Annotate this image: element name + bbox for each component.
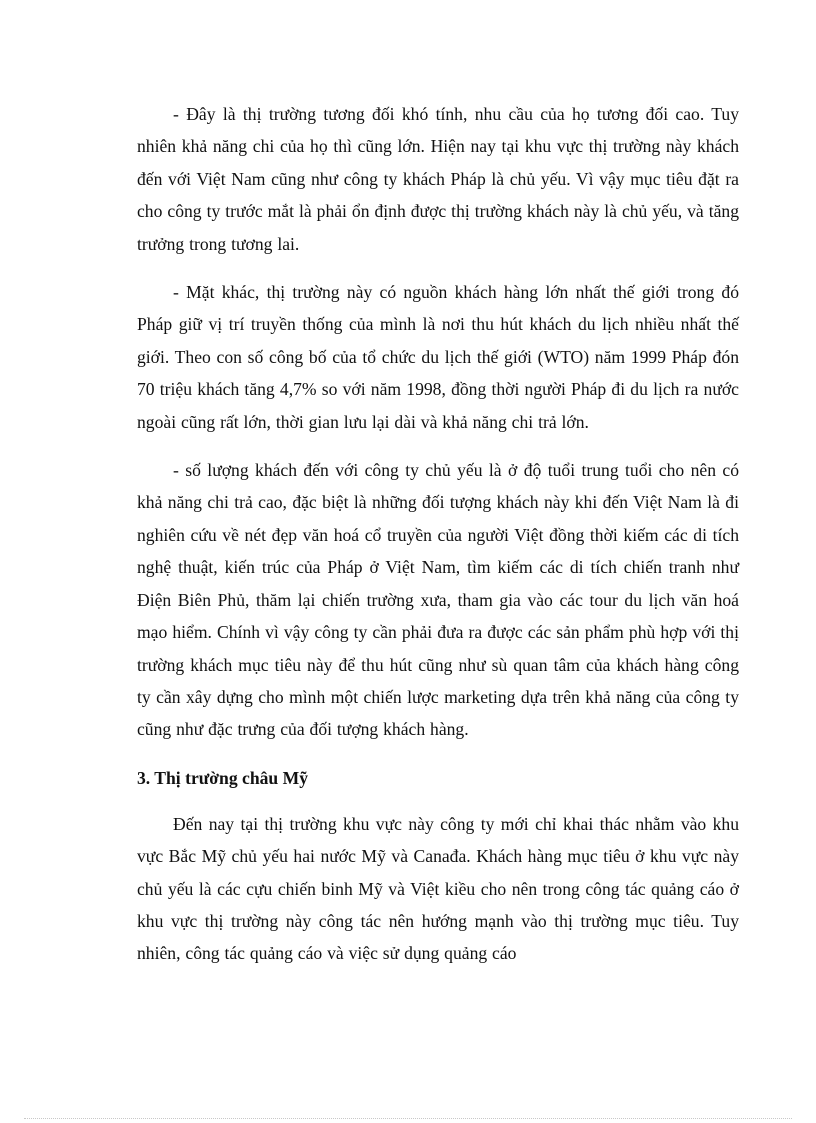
section-heading: 3. Thị trường châu Mỹ (137, 767, 309, 788)
paragraph-market-difficult: - Đây là thị trường tương đối khó tính, nhu cầu của họ tương đối cao. Tuy nhiên khả năng chi của họ thì cũng lớn. Hiện nay tại khu vực thị trường này khách đến với Việt Nam cũng như công ty khách Pháp là chủ yếu. Vì vậy mục tiêu đặt ra cho công ty trước mắt là phải ổn định được thị trường khách này là chủ yếu, và tăng trưởng trong tương lai. (137, 104, 739, 254)
paragraph-americas-market: Đến nay tại thị trường khu vực này công ty mới chỉ khai thác nhằm vào khu vực Bắc Mỹ chủ yếu hai nước Mỹ và Canađa. Khách hàng mục tiêu ở khu vực này chủ yếu là các cựu chiến binh Mỹ và Việt kiều cho nên trong công tác quảng cáo ở khu vực thị trường này công tác nên hướng mạnh vào thị trường mục tiêu. Tuy nhiên, công tác quảng cáo và việc sử dụng quảng cáo (137, 813, 739, 964)
paragraph-customer-age: - số lượng khách đến với công ty chủ yếu là ở độ tuổi trung tuổi cho nên có khả năng chi trả cao, đặc biệt là những đối tượng khách này khi đến Việt Nam là đi nghiên cứu về nét đẹp văn hoá cổ truyền của người Việt đồng thời kiếm các di tích nghệ thuật, kiến trúc của Pháp ở Việt Nam, tìm kiếm các di tích chiến tranh như Điện Biên Phủ, thăm lại chiến trường xưa, tham gia vào các tour du lịch văn hoá mạo hiểm. Chính vì vậy công ty cần phải đưa ra được các sản phẩm phù hợp với thị trường khách mục tiêu này để thu hút cũng như sù quan tâm của khách hàng công ty cần xây dựng cho mình một chiến lược marketing dựa trên khả năng của công ty cũng như đặc trưng của đối tượng khách hàng. (137, 460, 739, 740)
document-body (137, 98, 739, 986)
page-bottom-divider (24, 1118, 792, 1119)
paragraph-market-largest: - Mặt khác, thị trường này có nguồn khách hàng lớn nhất thế giới trong đó Pháp giữ vị trí truyền thống của mình là nơi thu hút khách du lịch nhiều nhất thế giới. Theo con số công bố của tổ chức du lịch thế giới (WTO) năm 1999 Pháp đón 70 triệu khách tăng 4,7% so với năm 1998, đồng thời người Pháp đi du lịch ra nước ngoài cũng rất lớn, thời gian lưu lại dài và khả năng chi trả lớn. (137, 282, 739, 432)
